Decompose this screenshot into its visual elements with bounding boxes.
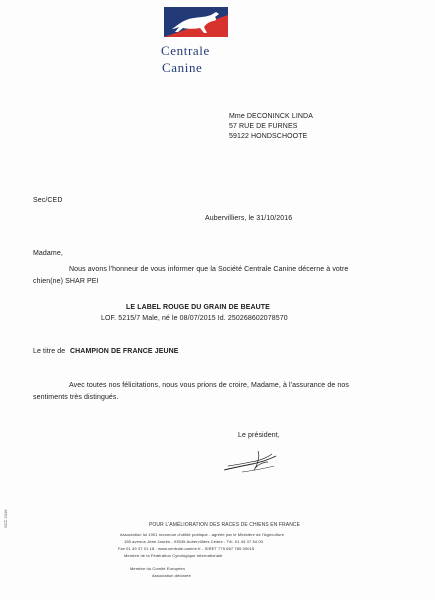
award-title: LE LABEL ROUGE DU GRAIN DE BEAUTE [126,304,270,311]
closing-line-2: sentiments très distingués. [33,394,119,401]
title-prefix: Le titre de [33,348,66,355]
dog-logo-icon [164,7,228,37]
brand-line-1: Centrale [161,43,210,58]
footer-line-6: Membre du Comité Européen [130,566,185,571]
reference: Sec/CED [33,197,63,204]
recipient-city: 59122 HONDSCHOOTE [229,133,308,140]
footer-line-4: Fax 01 49 37 01 18 - www.centrale-canine.fr - SIRET 775 667 785 00015 [118,546,255,551]
award-details: LOF. 5215/7 Male, né le 08/07/2015 Id. 250268602078570 [101,315,288,322]
signature [222,446,280,476]
footer-line-7: Association déclarée [152,573,191,578]
recipient-name: Mme DECONINCK LINDA [229,113,313,120]
footer-line-3: 155 avenue Jean Jaurès - 93535 Aubervilliers Cedex - Tél. 01 49 37 54 00 [124,539,263,544]
body-line-1: Nous avons l'honneur de vous informer que la Société Centrale Canine décerne à votre [69,266,349,273]
side-margin-text: SCC 2016 [3,509,8,528]
closing-line-1: Avec toutes nos félicitations, nous vous prions de croire, Madame, à l'assurance de nos [69,382,349,389]
centrale-canine-logo [164,7,228,37]
signoff: Le président, [238,432,280,439]
footer-line-5: Membre de la Fédération Cynologique Internationale [124,553,223,558]
body-line-2: chien(ne) SHAR PEI [33,278,99,285]
title-name: CHAMPION DE FRANCE JEUNE [70,348,179,355]
date-line: Aubervilliers, le 31/10/2016 [205,215,293,222]
brand-line-2: Canine [162,60,203,75]
footer-line-2: Association loi 1901 reconnue d'utilité publique - agréée par le Ministère de l'Agriculture [120,532,285,537]
recipient-street: 57 RUE DE FURNES [229,123,298,130]
footer-line-1: POUR L'AMÉLIORATION DES RACES DE CHIENS EN FRANCE [149,522,301,528]
salutation: Madame, [33,250,63,257]
